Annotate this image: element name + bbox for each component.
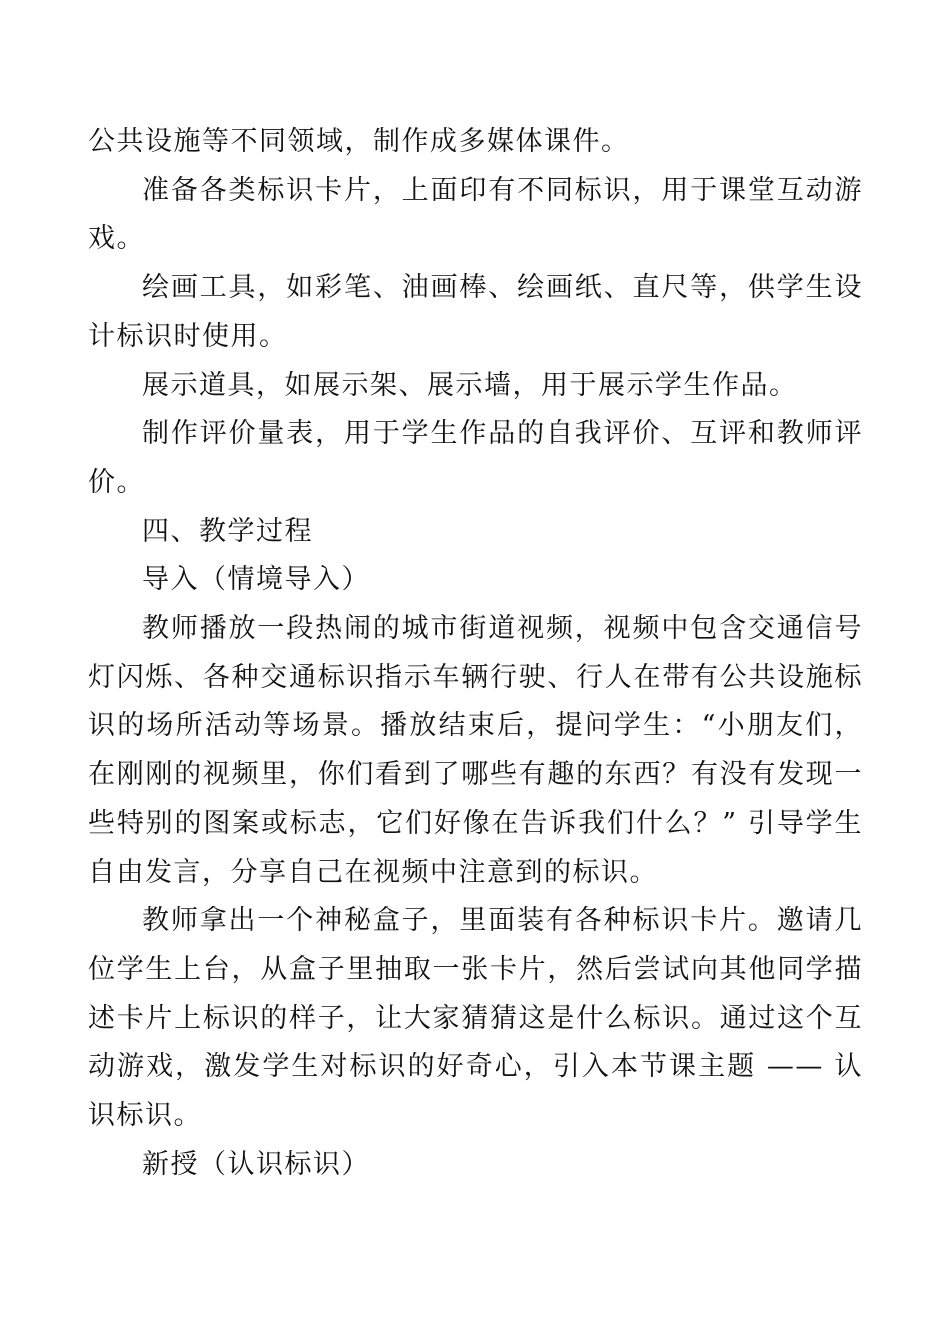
document-body bbox=[88, 118, 863, 1189]
paragraph-display-props: 展示道具，如展示架、展示墙，用于展示学生作品。 bbox=[142, 369, 798, 401]
paragraph-drawing-tools: 绘画工具，如彩笔、油画棒、绘画纸、直尺等，供学生设计标识时使用。 bbox=[88, 272, 863, 352]
paragraph-mystery-box: 教师拿出一个神秘盒子，里面装有各种标识卡片。邀请几位学生上台，从盒子里抽取一张卡片，然后尝试向其他同学描述卡片上标识的样子，让大家猜猜这是什么标识。通过这个互动游戏，激发学生对标识的好奇心，引入本节课主题 —— 认识标识。 bbox=[88, 905, 863, 1132]
paragraph-continuation: 公共设施等不同领域，制作成多媒体课件。 bbox=[88, 126, 630, 157]
section-heading-teaching-process: 四、教学过程 bbox=[142, 515, 313, 547]
paragraph-evaluation-scale: 制作评价量表，用于学生作品的自我评价、互评和教师评价。 bbox=[88, 418, 863, 498]
subheading-introduction: 导入（情境导入） bbox=[142, 564, 370, 596]
paragraph-video-intro: 教师播放一段热闹的城市街道视频，视频中包含交通信号灯闪烁、各种交通标识指示车辆行驶、行人在带有公共设施标识的场所活动等场景。播放结束后，提问学生：“小朋友们，在刚刚的视频里，你们看到了哪些有趣的东西？有没有发现一些特别的图案或标志，它们好像在告诉我们什么？” 引导学生自由发言，分享自己在视频中注意到的标识。 bbox=[88, 613, 863, 888]
subheading-new-lesson: 新授（认识标识） bbox=[142, 1148, 370, 1180]
paragraph-cards: 准备各类标识卡片，上面印有不同标识，用于课堂互动游戏。 bbox=[88, 174, 863, 255]
